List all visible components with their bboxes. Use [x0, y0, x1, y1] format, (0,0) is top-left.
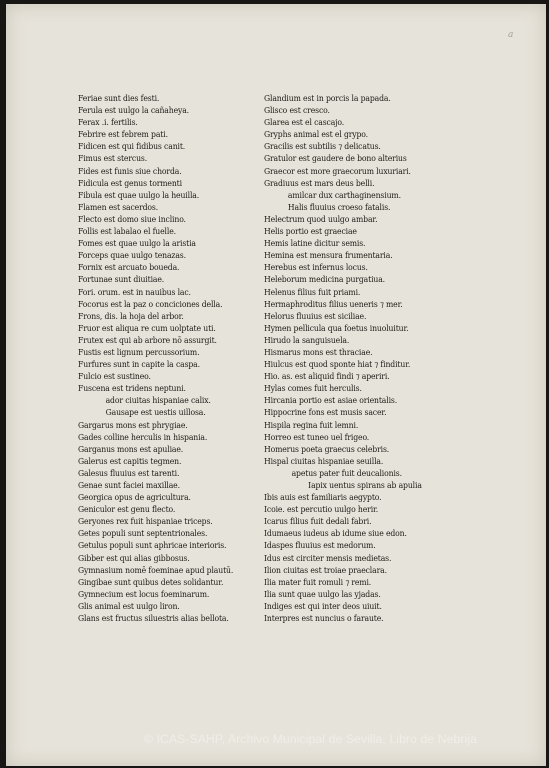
text-line: Icoie. est percutio uulgo herir.: [264, 504, 379, 515]
text-line: Fibula est quae uulgo la heuilla.: [78, 189, 200, 200]
text-line: Glans est fructus siluestris alias bellota.: [78, 613, 229, 624]
text-line: Icarus filius fuit dedali fabri.: [264, 516, 372, 527]
text-line: Fidicen est qui fidibus canit.: [78, 141, 186, 152]
text-line: Fori. orum. est in nauibus lac.: [78, 286, 191, 297]
text-line: Glis animal est uulgo liron.: [78, 600, 180, 611]
text-line: Hiulcus est quod sponte hiat ⁊ finditur.: [264, 359, 411, 370]
text-line: Getulus populi sunt aphricae interioris.: [78, 540, 227, 551]
text-line: Gymnasium nomē foeminae apud plautū.: [78, 564, 234, 575]
text-line: Ibis auis est familiaris aegypto.: [264, 492, 382, 503]
text-line: Gymnecium est locus foeminarum.: [78, 588, 210, 599]
text-line: Graecor est more graecorum luxuriari.: [264, 165, 411, 176]
text-line: Gingibae sunt quibus detes solidantur.: [78, 576, 224, 587]
text-line: ador ciuitas hispaniae calix.: [105, 395, 211, 406]
text-line: Galesus fluuius est tarenti.: [78, 467, 180, 478]
text-line: Fulcio est sustineo.: [78, 371, 151, 382]
text-line: Hismarus mons est thraciae.: [264, 346, 373, 357]
text-line: apetus pater fuit deucalionis.: [291, 467, 402, 478]
text-line: Ilia mater fuit romuli ⁊ remi.: [264, 576, 372, 587]
text-line: Hirudo la sanguisuela.: [264, 334, 350, 345]
text-line: Fornix est arcuato boueda.: [78, 262, 180, 273]
text-line: Getes populi sunt septentrionales.: [78, 528, 208, 539]
text-line: Fomes est quae uulgo la aristia: [78, 238, 196, 249]
text-line: Glandium est in porcis la papada.: [264, 93, 391, 103]
text-line: Feriae sunt dies festi.: [78, 93, 160, 103]
text-line: Fortunae sunt diuitiae.: [78, 274, 165, 285]
text-line: Geniculor est genu flecto.: [78, 504, 176, 515]
book-page: [6, 4, 546, 766]
text-line: Gratulor est gaudere de bono alterius: [264, 153, 407, 164]
text-line: Furfures sunt in capite la caspa.: [78, 359, 200, 370]
text-line: Fidicula est genus tormenti: [78, 177, 182, 188]
page-mark: a: [508, 30, 514, 40]
text-line: Idaspes fluuius est medorum.: [264, 540, 376, 551]
text-line: Gades colline herculis in hispania.: [78, 431, 208, 442]
left-column: [78, 92, 268, 624]
text-line: Flamen est sacerdos.: [78, 201, 159, 212]
text-line: Ferula est uulgo la cañaheya.: [78, 105, 190, 116]
text-line: Hispal ciuitas hispaniae seuilla.: [264, 455, 384, 466]
text-line: Hispila regina fuit lemni.: [264, 419, 359, 430]
text-line: Hymen pellicula qua foetus inuoluitur.: [264, 322, 409, 333]
text-line: Herebus est infernus locus.: [264, 262, 368, 273]
text-line: Halis fluuius croeso fatalis.: [287, 201, 391, 212]
text-line: Febrire est febrem pati.: [78, 129, 168, 140]
text-line: Fides est funis siue chorda.: [78, 165, 182, 176]
text-line: Helorus fluuius est siciliae.: [264, 310, 367, 321]
text-line: Hermaphroditus filius ueneris ⁊ mer.: [264, 298, 403, 309]
text-line: Gryphs animal est el grypo.: [264, 129, 368, 140]
text-line: Gibber est qui alias gibbosus.: [78, 552, 190, 563]
text-line: Follis est labalao el fuelle.: [78, 226, 176, 237]
text-line: Helis portio est graeciae: [264, 226, 357, 237]
text-line: Hircania portio est asiae orientalis.: [264, 395, 398, 406]
text-line: Hemina est mensura frumentaria.: [264, 250, 393, 261]
text-line: Genae sunt faciei maxillae.: [78, 480, 180, 490]
text-line: Georgica opus de agricultura.: [78, 492, 191, 503]
text-line: Gausape est uestis uillosa.: [105, 407, 206, 418]
text-line: Helenus filius fuit priami.: [264, 286, 361, 297]
text-line: Interpres est nuncius o faraute.: [264, 613, 384, 624]
text-line: Glisco est cresco.: [264, 105, 330, 116]
text-line: Fustis est lignum percussorium.: [78, 346, 200, 357]
text-line: Ilia sunt quae uulgo las yjadas.: [264, 588, 381, 599]
text-line: Garganus mons est apuliae.: [78, 443, 184, 454]
text-line: Gradiuus est mars deus belli.: [264, 177, 375, 188]
text-line: Hio. as. est aliquid findi ⁊ aperiri.: [264, 371, 390, 382]
text-line: Hylas comes fuit herculis.: [264, 383, 362, 394]
text-line: Fruor est aliqua re cum uolptate uti.: [78, 322, 216, 333]
text-line: Glarea est el cascajo.: [264, 117, 345, 128]
text-line: Ilion ciuitas est troiae praeclara.: [264, 564, 387, 575]
text-line: Flecto est domo siue inclino.: [78, 213, 186, 224]
text-line: Frons, dis. la hoja del arbor.: [78, 310, 184, 321]
text-line: Homerus poeta graecus celebris.: [264, 443, 390, 454]
text-line: Frutex est qui ab arbore nō assurgit.: [78, 334, 217, 345]
right-column: [264, 92, 424, 624]
text-line: Indiges est qui inter deos uiuit.: [264, 600, 382, 611]
text-line: Gracilis est subtilis ⁊ delicatus.: [264, 141, 381, 152]
copyright-credit: © ICAS-SAHP, Archivo Municipal de Sevilla, Libro de Nebrija: [144, 732, 478, 746]
text-line: Iapix uentus spirans ab apulia: [308, 480, 422, 490]
text-line: Helectrum quod uulgo ambar.: [264, 213, 378, 224]
text-line: Heleborum medicina purgatiua.: [264, 274, 385, 285]
text-line: Forceps quae uulgo tenazas.: [78, 250, 186, 261]
text-line: Gargarus mons est phrygiae.: [78, 419, 188, 430]
text-line: Hemis latine dicitur semis.: [264, 238, 366, 249]
text-line: amilcar dux carthaginensium.: [287, 189, 401, 200]
text-line: Ferax .i. fertilis.: [78, 117, 138, 128]
text-line: Geryones rex fuit hispaniae triceps.: [78, 516, 213, 527]
text-line: Fuscena est tridens neptuni.: [78, 383, 186, 394]
text-line: Hippocrine fons est musis sacer.: [264, 407, 387, 418]
text-line: Focorus est la paz o conciciones della.: [78, 298, 223, 309]
text-line: Idus est circiter mensis medietas.: [264, 552, 392, 563]
text-line: Galerus est capitis tegmen.: [78, 455, 182, 466]
text-line: Fimus est stercus.: [78, 153, 148, 164]
text-line: Horreo est tuneo uel frigeo.: [264, 431, 370, 442]
text-line: Idumaeus iudeus ab idume siue edon.: [264, 528, 407, 539]
